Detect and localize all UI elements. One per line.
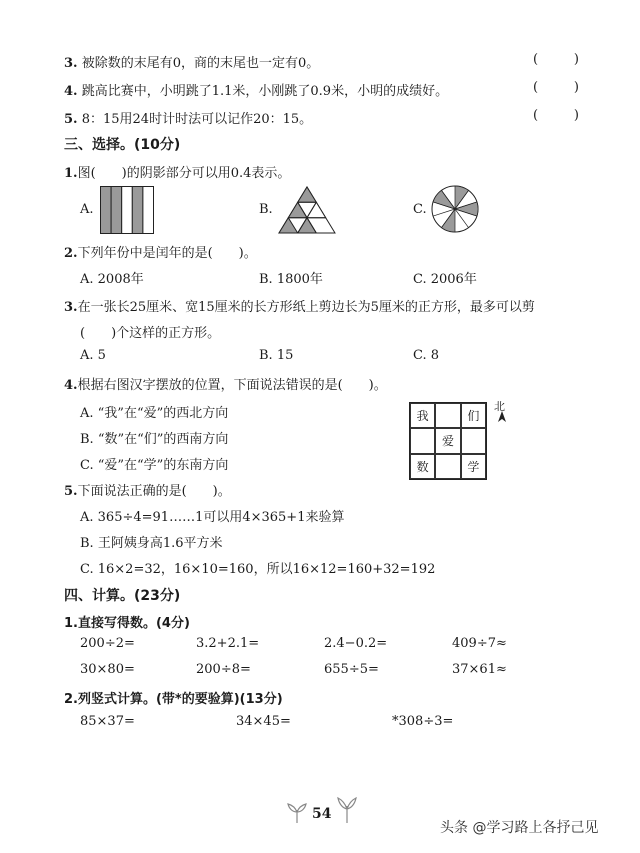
option-a-label[interactable]: A.: [80, 202, 94, 217]
north-label: 北: [494, 400, 505, 413]
calc-item[interactable]: 655÷5=: [324, 662, 379, 677]
vertical-calc-item[interactable]: 34×45=: [236, 714, 291, 729]
shaded-circle-figure: [430, 184, 480, 234]
question-5: 5.下面说法正确的是( )。: [64, 484, 231, 499]
shaded-rectangle-figure: [100, 186, 154, 234]
option-b[interactable]: B. 1800年: [259, 272, 323, 287]
option-b-label[interactable]: B.: [259, 202, 273, 217]
answer-parentheses[interactable]: ( ): [533, 52, 579, 67]
answer-parentheses[interactable]: ( ): [533, 80, 579, 95]
option-a[interactable]: A. 5: [80, 348, 106, 363]
section-title: 三、选择。(10分): [64, 137, 181, 153]
section-title: 四、计算。(23分): [64, 588, 181, 604]
option-a[interactable]: A. 365÷4=91……1可以用4×365+1来验算: [80, 510, 345, 525]
subquestion-title: 2.列竖式计算。(带*的要验算)(13分): [64, 692, 283, 707]
judgment-item: 5. 8：15用24时计时法可以记作20：15。: [64, 112, 313, 127]
option-b[interactable]: B. “数”在“们”的西南方向: [80, 432, 229, 447]
calc-item[interactable]: 2.4−0.2=: [324, 636, 388, 651]
sprout-icon: [286, 800, 308, 824]
grid-cell: 我: [410, 403, 435, 428]
grid-cell: 数: [410, 454, 435, 479]
grid-cell: [435, 454, 460, 479]
option-c[interactable]: C. “爱”在“学”的东南方向: [80, 458, 229, 473]
calc-item[interactable]: 200÷8=: [196, 662, 251, 677]
shaded-triangle-figure: [278, 186, 336, 234]
page-number: 54: [312, 806, 332, 822]
question-3: 3.在一张长25厘米、宽15厘米的长方形纸上剪边长为5厘米的正方形，最多可以剪: [64, 300, 535, 315]
judgment-item: 3. 被除数的末尾有0，商的末尾也一定有0。: [64, 56, 320, 71]
option-c[interactable]: C. 8: [413, 348, 440, 363]
option-b[interactable]: B. 15: [259, 348, 294, 363]
question-4: 4.根据右图汉字摆放的位置，下面说法错误的是( )。: [64, 378, 387, 393]
vertical-calc-item[interactable]: 85×37=: [80, 714, 135, 729]
option-a[interactable]: A. “我”在“爱”的西北方向: [80, 406, 229, 421]
sprout-icon: [336, 796, 358, 824]
grid-cell: 们: [461, 403, 486, 428]
question-1: 1.图( )的阴影部分可以用0.4表示。: [64, 166, 291, 181]
question-3-line2: ( )个这样的正方形。: [80, 326, 221, 341]
option-a[interactable]: A. 2008年: [80, 272, 144, 287]
grid-cell: [410, 428, 435, 453]
calc-item[interactable]: 37×61≈: [452, 662, 507, 677]
grid-cell: 学: [461, 454, 486, 479]
grid-cell: 爱: [435, 428, 460, 453]
option-c-label[interactable]: C.: [413, 202, 427, 217]
subquestion-title: 1.直接写得数。(4分): [64, 616, 190, 631]
question-2: 2.下列年份中是闰年的是( )。: [64, 246, 257, 261]
option-b[interactable]: B. 王阿姨身高1.6平方米: [80, 536, 223, 551]
option-c[interactable]: C. 2006年: [413, 272, 477, 287]
grid-cell: [435, 403, 460, 428]
grid-cell: [461, 428, 486, 453]
option-c[interactable]: C. 16×2=32，16×10=160，所以16×12=160+32=192: [80, 562, 436, 577]
answer-parentheses[interactable]: ( ): [533, 108, 579, 123]
calc-item[interactable]: 200÷2=: [80, 636, 135, 651]
calc-item[interactable]: 3.2+2.1=: [196, 636, 260, 651]
calc-item[interactable]: 409÷7≈: [452, 636, 507, 651]
vertical-calc-item[interactable]: *308÷3=: [392, 714, 454, 729]
calc-item[interactable]: 30×80=: [80, 662, 135, 677]
judgment-item: 4. 跳高比赛中，小明跳了1.1米，小刚跳了0.9米，小明的成绩好。: [64, 84, 449, 99]
north-arrow-icon: [498, 411, 506, 423]
watermark: 头条 @学习路上各抒己见: [440, 820, 599, 836]
character-grid: [409, 402, 487, 480]
